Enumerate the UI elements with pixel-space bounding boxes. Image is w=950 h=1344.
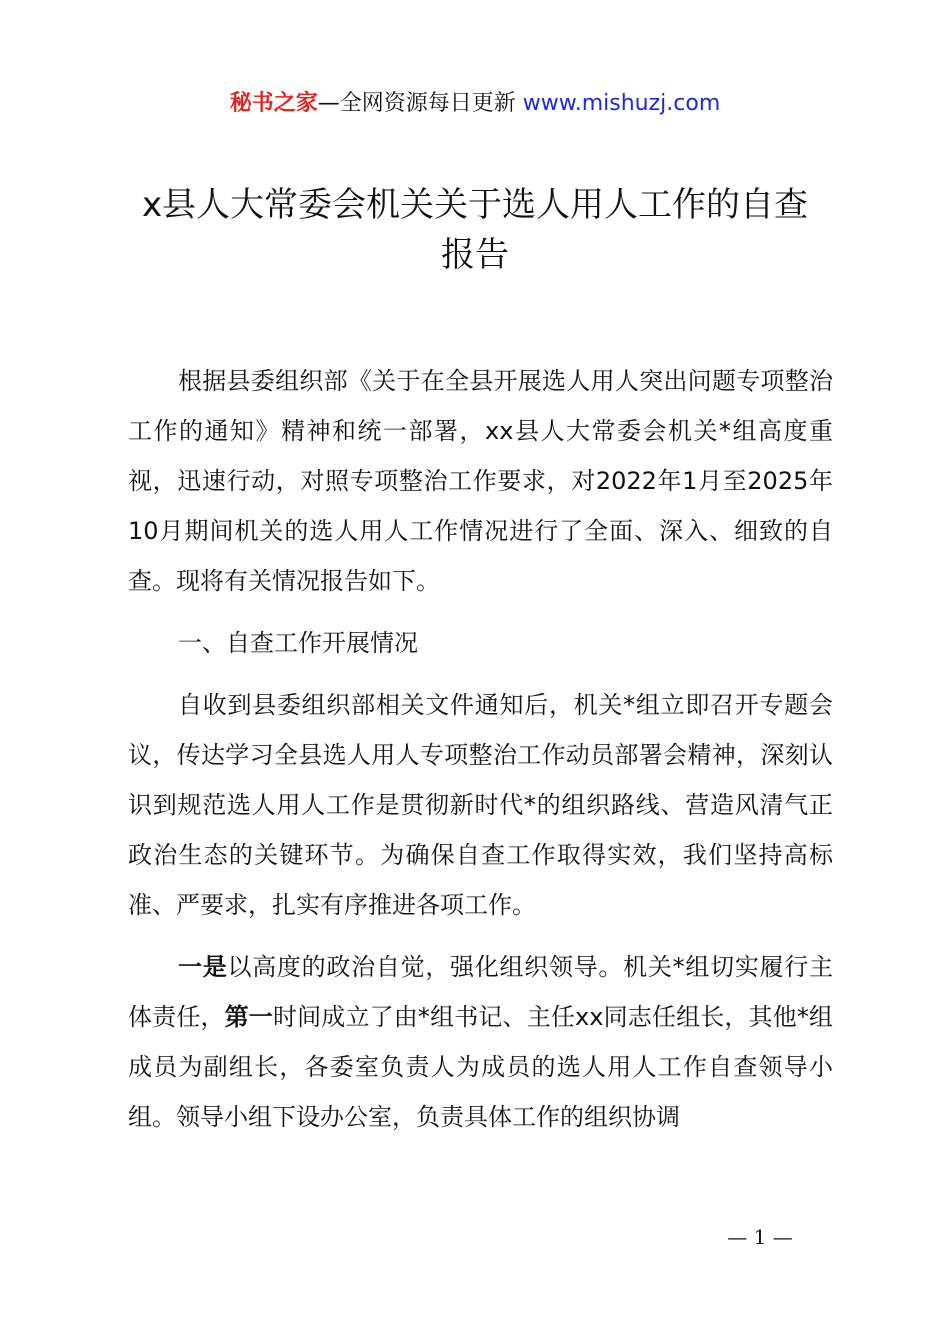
point-1-text-b: 时间成立了由*组书记、主任xx同志任组长，其他*组成员为副组长，各委室负责人为成员的选人用人工作自查领导小组。领导小组下设办公室，负责具体工作的组织协调: [128, 1003, 834, 1131]
site-url-link[interactable]: www.mishuzj.com: [522, 91, 721, 116]
site-header: [0, 88, 950, 120]
paragraph-point-1: [128, 942, 833, 1142]
paragraph-intro: 根据县委组织部《关于在全县开展选人用人突出问题专项整治工作的通知》精神和统一部署，xx县人大常委会机关*组高度重视，迅速行动，对照专项整治工作要求，对2022年1月至2025年10月期间机关的选人用人工作情况进行了全面、深入、细致的自查。现将有关情况报告如下。: [128, 367, 833, 595]
document-body: [128, 356, 833, 1142]
page-number: — 1 —: [727, 1225, 793, 1249]
title-line-1: x县人大常委会机关关于选人用人工作的自查: [141, 185, 809, 225]
point-1-text-a: 以高度的政治自觉，强化组织领导。机关*组切实履行主体责任，: [128, 953, 834, 1031]
bold-lead-second: 第一: [224, 1003, 273, 1031]
header-tagline: —全网资源每日更新: [317, 91, 523, 116]
document-title: [100, 180, 850, 280]
bold-lead-first: 一是: [178, 953, 228, 981]
brand-name[interactable]: 秘书之家: [229, 91, 318, 116]
title-line-2: 报告: [441, 235, 509, 275]
section-heading-1: 一、自查工作开展情况: [178, 629, 418, 657]
paragraph-section-1: 自收到县委组织部相关文件通知后，机关*组立即召开专题会议，传达学习全县选人用人专项整治工作动员部署会精神，深刻认识到规范选人用人工作是贯彻新时代*的组织路线、营造风清气正政治生态的关键环节。为确保自查工作取得实效，我们坚持高标准、严要求，扎实有序推进各项工作。: [128, 691, 833, 919]
